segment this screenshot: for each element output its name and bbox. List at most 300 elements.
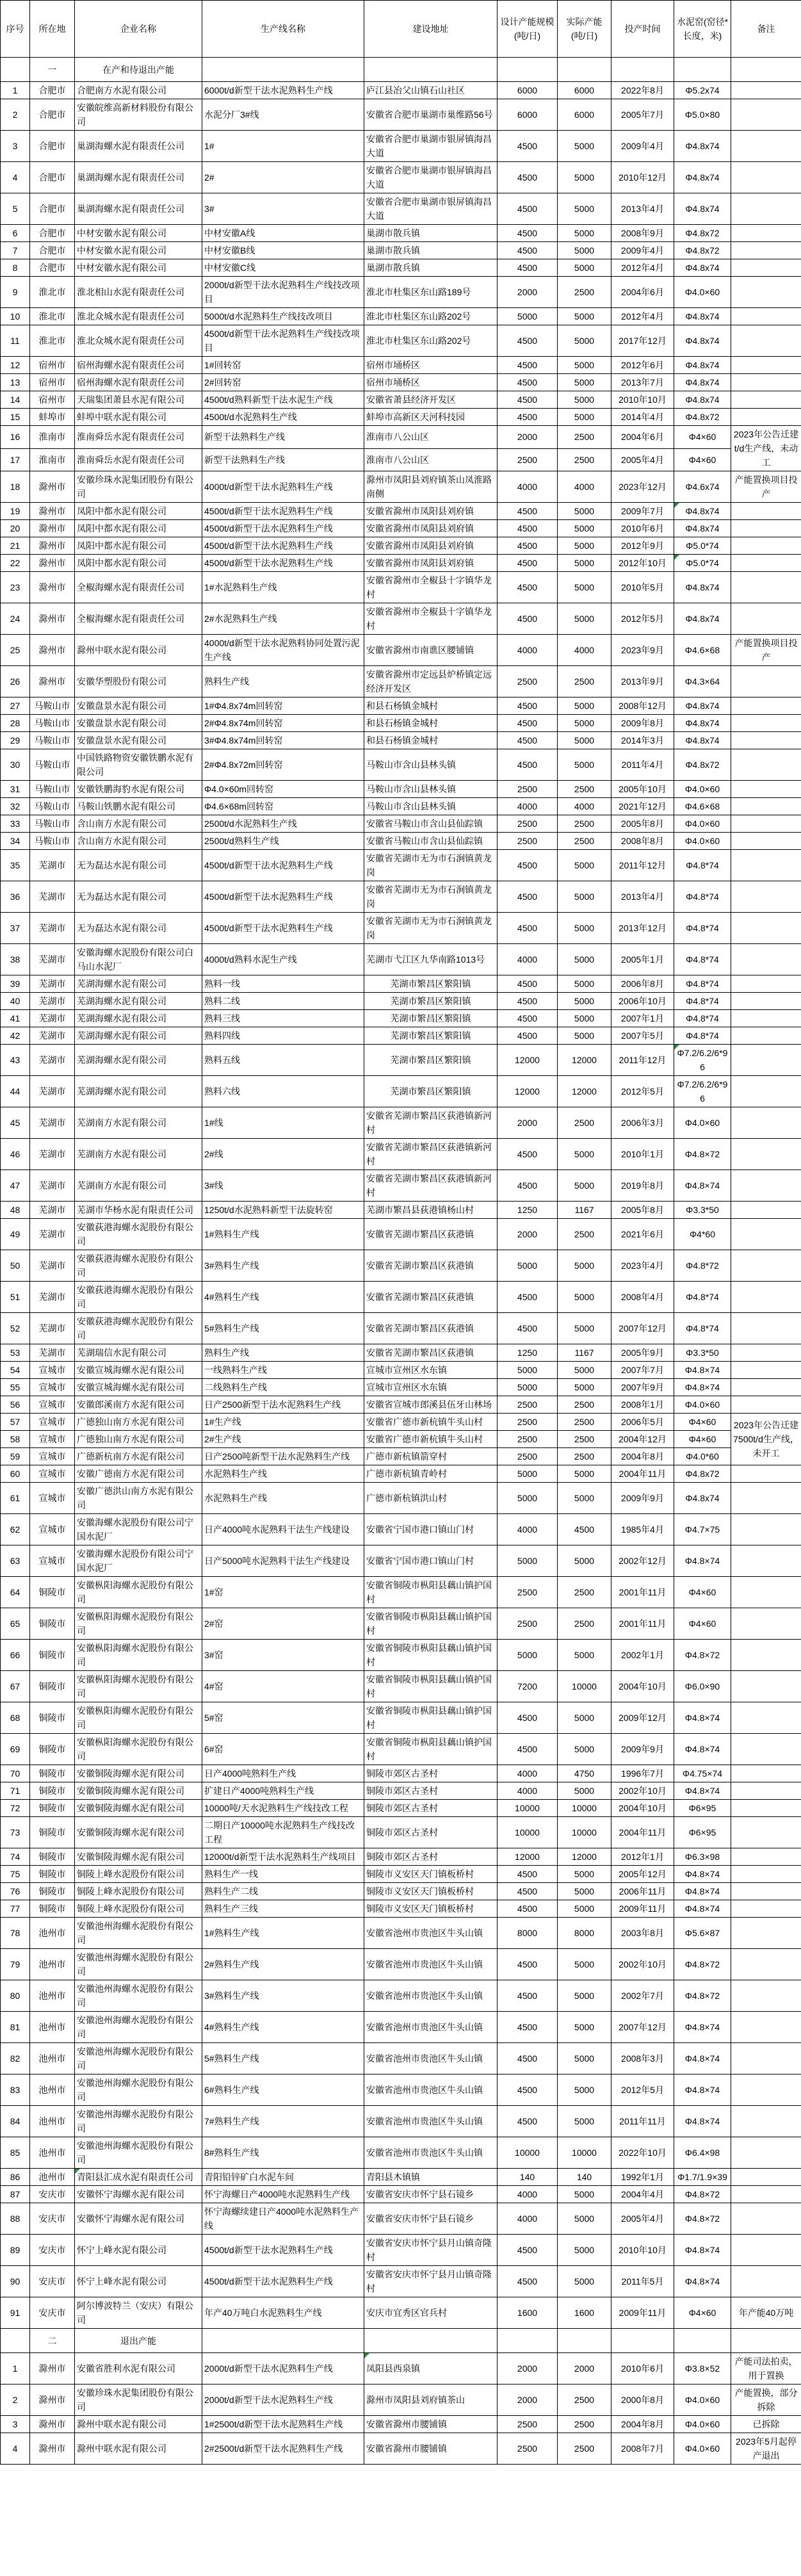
- production-line-cell: 4#熟料生产线: [202, 1282, 364, 1313]
- company-cell: 无为磊达水泥有限公司: [75, 913, 202, 944]
- section-numeral: 一: [30, 58, 75, 82]
- address-cell: 安徽省芜湖市繁昌区荻港镇新河村: [364, 1170, 498, 1202]
- kiln-spec-cell: Φ4×60: [674, 1608, 731, 1640]
- remark-cell: [731, 2075, 801, 2106]
- kiln-spec-cell: Φ4.6×68: [674, 635, 731, 666]
- company-cell: 安徽海螺水泥股份有限公司宁国水泥厂: [75, 1545, 202, 1577]
- actual-capacity-cell: 5000: [558, 1734, 611, 1765]
- row-number-cell: 35: [1, 850, 30, 881]
- commission-date-cell: 2005年8月: [611, 815, 674, 833]
- commission-date-cell: 2010年10月: [611, 391, 674, 409]
- kiln-spec-cell: Φ5.0×80: [674, 99, 731, 131]
- table-row: [1, 1817, 801, 1848]
- actual-capacity-cell: 5000: [558, 409, 611, 426]
- design-capacity-cell: 1250: [498, 1344, 558, 1362]
- commission-date-cell: 2013年12月: [611, 913, 674, 944]
- section-numeral: 二: [30, 2329, 75, 2353]
- design-capacity-cell: 4000: [498, 944, 558, 975]
- remark-cell: [731, 1545, 801, 1577]
- row-number-cell: 1: [1, 82, 30, 99]
- remark-cell: [731, 277, 801, 308]
- company-cell: 铜陵上峰水泥股份有限公司: [75, 1866, 202, 1883]
- design-capacity-cell: 4500: [498, 520, 558, 537]
- row-number-cell: 3: [1, 2416, 30, 2433]
- row-number-cell: 78: [1, 1918, 30, 1949]
- remark-cell: [731, 732, 801, 749]
- table-row: [1, 1949, 801, 1980]
- empty-cell: [611, 2329, 674, 2353]
- kiln-spec-cell: Φ4.8×74: [674, 1545, 731, 1577]
- commission-date-cell: 2006年10月: [611, 993, 674, 1010]
- production-line-cell: 4500t/d新型干法水泥熟料生产线: [202, 503, 364, 520]
- kiln-spec-cell: Φ6×95: [674, 1800, 731, 1817]
- actual-capacity-cell: 5000: [558, 2266, 611, 2297]
- kiln-spec-cell: Φ4.8x74: [674, 503, 731, 520]
- actual-capacity-cell: 5000: [558, 749, 611, 781]
- production-line-cell: 4500t/d熟料新型干法水泥生产线: [202, 391, 364, 409]
- actual-capacity-cell: 10000: [558, 1800, 611, 1817]
- commission-date-cell: 2014年4月: [611, 409, 674, 426]
- empty-cell: [731, 58, 801, 82]
- kiln-spec-cell: Φ4.8×74: [674, 1900, 731, 1918]
- kiln-spec-cell: Φ4.8x74: [674, 131, 731, 162]
- address-cell: 巢湖市散兵镇: [364, 225, 498, 242]
- table-row: [1, 749, 801, 781]
- city-cell: 马鞍山市: [30, 798, 75, 815]
- design-capacity-cell: 4500: [498, 555, 558, 572]
- actual-capacity-cell: 5000: [558, 1362, 611, 1379]
- production-line-cell: 2#: [202, 162, 364, 193]
- address-cell: 芜湖市繁昌区繁阳镇: [364, 975, 498, 993]
- city-cell: 芜湖市: [30, 1219, 75, 1250]
- city-cell: 滁州市: [30, 666, 75, 697]
- remark-cell: [731, 1734, 801, 1765]
- kiln-spec-cell: Φ4×60: [674, 426, 731, 449]
- design-capacity-cell: 4500: [498, 913, 558, 944]
- company-cell: 安徽广德洪山南方水泥有限公司: [75, 1483, 202, 1514]
- company-cell: 怀宁上峰水泥有限公司: [75, 2235, 202, 2266]
- design-capacity-cell: 4500: [498, 2266, 558, 2297]
- row-number-cell: 51: [1, 1282, 30, 1313]
- design-capacity-cell: 2500: [498, 1414, 558, 1431]
- table-row: [1, 2384, 801, 2416]
- commission-date-cell: 2004年11月: [611, 1465, 674, 1483]
- actual-capacity-cell: 5000: [558, 503, 611, 520]
- production-line-cell: 熟料生产二线: [202, 1883, 364, 1900]
- design-capacity-cell: 4500: [498, 1734, 558, 1765]
- city-cell: 马鞍山市: [30, 833, 75, 850]
- production-line-cell: 怀宁海螺日产4000吨水泥熟料生产线: [202, 2186, 364, 2203]
- production-line-cell: 2000t/d新型干法水泥熟料生产线: [202, 2353, 364, 2384]
- actual-capacity-cell: 5000: [558, 357, 611, 374]
- production-line-cell: 4000t/d新型干法水泥熟料协同处置污泥生产线: [202, 635, 364, 666]
- city-cell: 芜湖市: [30, 944, 75, 975]
- commission-date-cell: 2007年1月: [611, 1010, 674, 1027]
- commission-date-cell: 2022年10月: [611, 2137, 674, 2169]
- address-cell: 安徽省安庆市怀宁县石镜乡: [364, 2186, 498, 2203]
- remark-cell: [731, 975, 801, 993]
- row-number-cell: 69: [1, 1734, 30, 1765]
- production-line-cell: 1#线: [202, 1107, 364, 1139]
- address-cell: 铜陵市义安区天门镇板桥村: [364, 1900, 498, 1918]
- row-number-cell: 53: [1, 1344, 30, 1362]
- kiln-spec-cell: Φ4.8×74: [674, 2266, 731, 2297]
- company-cell: 广德新杭南方水泥有限公司: [75, 1448, 202, 1465]
- commission-date-cell: 2005年7月: [611, 99, 674, 131]
- remark-cell: [731, 1514, 801, 1545]
- excel-error-marker-icon: [674, 503, 679, 508]
- remark-cell: [731, 1313, 801, 1344]
- address-cell: 淮南市八公山区: [364, 448, 498, 471]
- design-capacity-cell: 2500: [498, 1431, 558, 1448]
- remark-cell: [731, 944, 801, 975]
- company-cell: 安徽枞阳海螺水泥股份有限公司: [75, 1702, 202, 1734]
- remark-cell: [731, 1671, 801, 1702]
- actual-capacity-cell: 4000: [558, 471, 611, 503]
- design-capacity-cell: 4500: [498, 850, 558, 881]
- commission-date-cell: 2002年12月: [611, 1545, 674, 1577]
- design-capacity-cell: 4000: [498, 2186, 558, 2203]
- design-capacity-cell: 4500: [498, 1282, 558, 1313]
- address-cell: 马鞍山市含山县林头镇: [364, 749, 498, 781]
- actual-capacity-cell: 5000: [558, 2186, 611, 2203]
- row-number-cell: 39: [1, 975, 30, 993]
- actual-capacity-cell: 5000: [558, 2106, 611, 2137]
- commission-date-cell: 2009年9月: [611, 1734, 674, 1765]
- kiln-spec-cell: Φ4.8x74: [674, 1483, 731, 1514]
- company-cell: 安徽枞阳海螺水泥股份有限公司: [75, 1671, 202, 1702]
- production-line-cell: 4500t/d新型干法水泥熟料生产线: [202, 520, 364, 537]
- table-row: [1, 944, 801, 975]
- empty-cell: [558, 2329, 611, 2353]
- address-cell: 安徽省池州市贵池区牛头山镇: [364, 1918, 498, 1949]
- city-cell: 合肥市: [30, 225, 75, 242]
- actual-capacity-cell: 5000: [558, 242, 611, 259]
- remark-cell: [731, 555, 801, 572]
- table-row: [1, 2416, 801, 2433]
- address-cell: 安徽省芜湖市无为市石涧镇黄龙岗: [364, 850, 498, 881]
- company-cell: 巢湖海螺水泥有限责任公司: [75, 193, 202, 225]
- commission-date-cell: 2004年4月: [611, 2186, 674, 2203]
- commission-date-cell: 2010年1月: [611, 1139, 674, 1170]
- kiln-spec-cell: Φ4.0*60: [674, 1448, 731, 1465]
- address-cell: 宣城市宣州区水东镇: [364, 1379, 498, 1396]
- address-cell: 安徽省池州市贵池区牛头山镇: [364, 2106, 498, 2137]
- city-cell: 芜湖市: [30, 1027, 75, 1045]
- remark-cell: 产能司法拍卖，用于置换: [731, 2353, 801, 2384]
- remark-cell: [731, 357, 801, 374]
- table-row: [1, 1782, 801, 1800]
- kiln-spec-cell: Φ6.3×98: [674, 1848, 731, 1866]
- table-row: [1, 1765, 801, 1782]
- commission-date-cell: 2002年7月: [611, 1980, 674, 2012]
- row-number-cell: 77: [1, 1900, 30, 1918]
- production-line-cell: 4500t/d新型干法水泥熟料生产线: [202, 537, 364, 555]
- remark-cell: [731, 603, 801, 635]
- table-row: [1, 1800, 801, 1817]
- remark-cell: [731, 993, 801, 1010]
- col-header-city: 所在地: [30, 1, 75, 58]
- commission-date-cell: 2007年5月: [611, 1027, 674, 1045]
- design-capacity-cell: 2500: [498, 1396, 558, 1414]
- table-row: [1, 2106, 801, 2137]
- row-number-cell: 6: [1, 225, 30, 242]
- row-number-cell: 13: [1, 374, 30, 391]
- design-capacity-cell: 4500: [498, 1980, 558, 2012]
- actual-capacity-cell: 6000: [558, 99, 611, 131]
- company-cell: 安徽池州海螺水泥股份有限公司: [75, 2012, 202, 2043]
- city-cell: 宣城市: [30, 1514, 75, 1545]
- table-body: [1, 58, 801, 2465]
- city-cell: 淮北市: [30, 325, 75, 357]
- table-row: [1, 1076, 801, 1107]
- row-number-cell: 80: [1, 1980, 30, 2012]
- actual-capacity-cell: 5000: [558, 2203, 611, 2235]
- design-capacity-cell: 2000: [498, 426, 558, 449]
- actual-capacity-cell: 2500: [558, 1414, 611, 1431]
- design-capacity-cell: 5000: [498, 1640, 558, 1671]
- design-capacity-cell: 4500: [498, 374, 558, 391]
- address-cell: 安徽省滁州市全椒县十字镇华龙村: [364, 603, 498, 635]
- col-header-company: 企业名称: [75, 1, 202, 58]
- company-cell: 安徽郎溪南方水泥有限公司: [75, 1396, 202, 1414]
- company-cell: 合肥南方水泥有限公司: [75, 82, 202, 99]
- commission-date-cell: 2006年5月: [611, 1414, 674, 1431]
- company-cell: 安徽珍珠水泥集团股份有限公司: [75, 2384, 202, 2416]
- table-row: [1, 277, 801, 308]
- row-number-cell: 66: [1, 1640, 30, 1671]
- address-cell: 安徽省宁国市港口镇山门村: [364, 1514, 498, 1545]
- city-cell: 马鞍山市: [30, 715, 75, 732]
- row-number-cell: 82: [1, 2043, 30, 2075]
- address-cell: 铜陵市郊区古圣村: [364, 1800, 498, 1817]
- kiln-spec-cell: Φ1.7/1.9×39: [674, 2169, 731, 2186]
- commission-date-cell: 1985年4月: [611, 1514, 674, 1545]
- row-number-cell: 17: [1, 448, 30, 471]
- kiln-spec-cell: Φ4.3×64: [674, 666, 731, 697]
- company-cell: 安徽铁鹏海豹水泥有限公司: [75, 781, 202, 798]
- production-line-cell: 2#Φ4.8x72m回转窑: [202, 749, 364, 781]
- commission-date-cell: 2004年6月: [611, 426, 674, 449]
- remark-cell: 产能置换项目投产: [731, 471, 801, 503]
- remark-cell: [731, 1139, 801, 1170]
- remark-cell: [731, 697, 801, 715]
- commission-date-cell: 2008年9月: [611, 225, 674, 242]
- empty-cell: [731, 2329, 801, 2353]
- production-line-cell: 5#窑: [202, 1702, 364, 1734]
- address-cell: 安徽省铜陵市枞阳县藕山镇护国村: [364, 1671, 498, 1702]
- company-cell: 安徽铜陵海螺水泥有限公司: [75, 1765, 202, 1782]
- actual-capacity-cell: 5000: [558, 1702, 611, 1734]
- table-row: [1, 1465, 801, 1483]
- production-line-cell: 2#水泥熟料生产线: [202, 603, 364, 635]
- kiln-spec-cell: Φ6.0×90: [674, 1671, 731, 1702]
- design-capacity-cell: 4500: [498, 1702, 558, 1734]
- design-capacity-cell: 4500: [498, 225, 558, 242]
- commission-date-cell: 2009年4月: [611, 131, 674, 162]
- city-cell: 马鞍山市: [30, 697, 75, 715]
- actual-capacity-cell: 5000: [558, 131, 611, 162]
- address-cell: 铜陵市义安区天门镇板桥村: [364, 1883, 498, 1900]
- table-row: [1, 242, 801, 259]
- production-line-cell: 熟料一线: [202, 975, 364, 993]
- actual-capacity-cell: 5000: [558, 913, 611, 944]
- table-header: [1, 1, 801, 58]
- city-cell: 马鞍山市: [30, 781, 75, 798]
- commission-date-cell: 2011年12月: [611, 1045, 674, 1076]
- city-cell: 铜陵市: [30, 1782, 75, 1800]
- table-row: [1, 471, 801, 503]
- remark-cell: [731, 131, 801, 162]
- table-row: [1, 259, 801, 277]
- actual-capacity-cell: 2500: [558, 2416, 611, 2433]
- table-row: [1, 374, 801, 391]
- table-row: [1, 1107, 801, 1139]
- production-line-cell: 日产4000吨水泥熟料干法生产线建设: [202, 1514, 364, 1545]
- address-cell: 淮北市杜集区东山路202号: [364, 308, 498, 325]
- remark-cell: [731, 666, 801, 697]
- kiln-spec-cell: Φ4.0×60: [674, 2416, 731, 2433]
- kiln-spec-cell: Φ4.8x74: [674, 325, 731, 357]
- address-cell: 安徽省芜湖市繁昌区荻港镇: [364, 1344, 498, 1362]
- row-number-cell: 47: [1, 1170, 30, 1202]
- production-line-cell: 1#回转窑: [202, 357, 364, 374]
- company-cell: 芜湖瑞信水泥有限公司: [75, 1344, 202, 1362]
- company-cell: 安徽宣城海螺水泥有限公司: [75, 1362, 202, 1379]
- kiln-spec-cell: Φ4.0×60: [674, 2384, 731, 2416]
- production-line-cell: 3#Φ4.8x74m回转窑: [202, 732, 364, 749]
- address-cell: 铜陵市义安区天门镇板桥村: [364, 1866, 498, 1883]
- design-capacity-cell: 4500: [498, 975, 558, 993]
- row-number-cell: 62: [1, 1514, 30, 1545]
- design-capacity-cell: 4500: [498, 749, 558, 781]
- company-cell: 安徽铜陵海螺水泥有限公司: [75, 1782, 202, 1800]
- design-capacity-cell: 4500: [498, 2106, 558, 2137]
- table-row: [1, 1848, 801, 1866]
- city-cell: 宣城市: [30, 1396, 75, 1414]
- production-line-cell: 熟料生产线: [202, 666, 364, 697]
- table-row: [1, 2235, 801, 2266]
- city-cell: 宿州市: [30, 357, 75, 374]
- remark-cell: [731, 162, 801, 193]
- design-capacity-cell: 4500: [498, 881, 558, 913]
- company-cell: 安徽荻港海螺水泥股份有限公司: [75, 1250, 202, 1282]
- production-line-cell: 5#熟料生产线: [202, 1313, 364, 1344]
- table-row: [1, 131, 801, 162]
- empty-cell: [674, 58, 731, 82]
- company-cell: 宿州海螺水泥有限责任公司: [75, 374, 202, 391]
- city-cell: 铜陵市: [30, 1866, 75, 1883]
- design-capacity-cell: 4500: [498, 697, 558, 715]
- actual-capacity-cell: 5000: [558, 850, 611, 881]
- design-capacity-cell: 4500: [498, 1027, 558, 1045]
- remark-cell: [731, 1949, 801, 1980]
- address-cell: 安徽省芜湖市繁昌区荻港镇: [364, 1313, 498, 1344]
- remark-cell: [731, 1848, 801, 1866]
- address-cell: 安徽省滁州市南谯区腰铺镇: [364, 635, 498, 666]
- table-row: [1, 448, 801, 471]
- city-cell: 芜湖市: [30, 850, 75, 881]
- actual-capacity-cell: 5000: [558, 1483, 611, 1514]
- remark-cell: [731, 308, 801, 325]
- address-cell: 安徽省安庆市怀宁县月山镇奇隆村: [364, 2235, 498, 2266]
- table-row: [1, 1883, 801, 1900]
- production-line-cell: 日产2500吨新型干法水泥熟料生产线: [202, 1448, 364, 1465]
- table-row: [1, 2075, 801, 2106]
- production-line-cell: 6000t/d新型干法水泥熟料生产线: [202, 82, 364, 99]
- address-cell: 安徽省池州市贵池区牛头山镇: [364, 2075, 498, 2106]
- actual-capacity-cell: 5000: [558, 1465, 611, 1483]
- design-capacity-cell: 2500: [498, 666, 558, 697]
- design-capacity-cell: 2000: [498, 1219, 558, 1250]
- address-cell: 芜湖市繁昌县荻港镇杨山村: [364, 1202, 498, 1219]
- remark-cell: [731, 325, 801, 357]
- commission-date-cell: 2005年10月: [611, 781, 674, 798]
- remark-cell: [731, 1362, 801, 1379]
- production-line-cell: 2500t/d熟料生产线: [202, 833, 364, 850]
- table-row: [1, 2297, 801, 2329]
- row-number-cell: 34: [1, 833, 30, 850]
- design-capacity-cell: 4500: [498, 409, 558, 426]
- table-row: [1, 1250, 801, 1282]
- actual-capacity-cell: 5000: [558, 1545, 611, 1577]
- kiln-spec-cell: Φ3.3*50: [674, 1202, 731, 1219]
- table-row: [1, 1577, 801, 1608]
- city-cell: 安庆市: [30, 2235, 75, 2266]
- commission-date-cell: 2012年5月: [611, 1076, 674, 1107]
- table-row: [1, 426, 801, 449]
- design-capacity-cell: 6000: [498, 99, 558, 131]
- design-capacity-cell: 4500: [498, 2012, 558, 2043]
- kiln-spec-cell: Φ4.8x74: [674, 357, 731, 374]
- kiln-spec-cell: Φ4.8x74: [674, 259, 731, 277]
- kiln-spec-cell: Φ4.8x74: [674, 193, 731, 225]
- table-row: [1, 1702, 801, 1734]
- row-number-cell: 91: [1, 2297, 30, 2329]
- city-cell: 淮南市: [30, 448, 75, 471]
- col-header-design-capacity: 设计产能规模(吨/日): [498, 1, 558, 58]
- design-capacity-cell: 2000: [498, 277, 558, 308]
- city-cell: 宿州市: [30, 374, 75, 391]
- actual-capacity-cell: 5000: [558, 1782, 611, 1800]
- commission-date-cell: 2005年4月: [611, 448, 674, 471]
- row-number-cell: 58: [1, 1431, 30, 1448]
- row-number-cell: 71: [1, 1782, 30, 1800]
- production-line-cell: 1#窑: [202, 1577, 364, 1608]
- address-cell: 巢湖市散兵镇: [364, 242, 498, 259]
- empty-cell: [498, 2329, 558, 2353]
- table-row: [1, 1045, 801, 1076]
- address-cell: 安徽省合肥市巢湖市银屏镇海昌大道: [364, 162, 498, 193]
- commission-date-cell: 2009年8月: [611, 715, 674, 732]
- production-line-cell: Φ4.0×60m回转窑: [202, 781, 364, 798]
- table-row: [1, 1202, 801, 1219]
- table-row: [1, 357, 801, 374]
- city-cell: 滁州市: [30, 2353, 75, 2384]
- production-line-cell: 扩建日产4000吨熟料生产线: [202, 1782, 364, 1800]
- table-row: [1, 1980, 801, 2012]
- row-number-cell: 31: [1, 781, 30, 798]
- empty-cell: [202, 58, 364, 82]
- actual-capacity-cell: 5000: [558, 1883, 611, 1900]
- table-row: [1, 1640, 801, 1671]
- company-cell: 安徽华塑股份有限公司: [75, 666, 202, 697]
- table-row: [1, 82, 801, 99]
- company-cell: 安徽枞阳海螺水泥股份有限公司: [75, 1734, 202, 1765]
- company-cell: 安徽荻港海螺水泥股份有限公司: [75, 1313, 202, 1344]
- city-cell: 池州市: [30, 2106, 75, 2137]
- company-cell: 巢湖海螺水泥有限责任公司: [75, 131, 202, 162]
